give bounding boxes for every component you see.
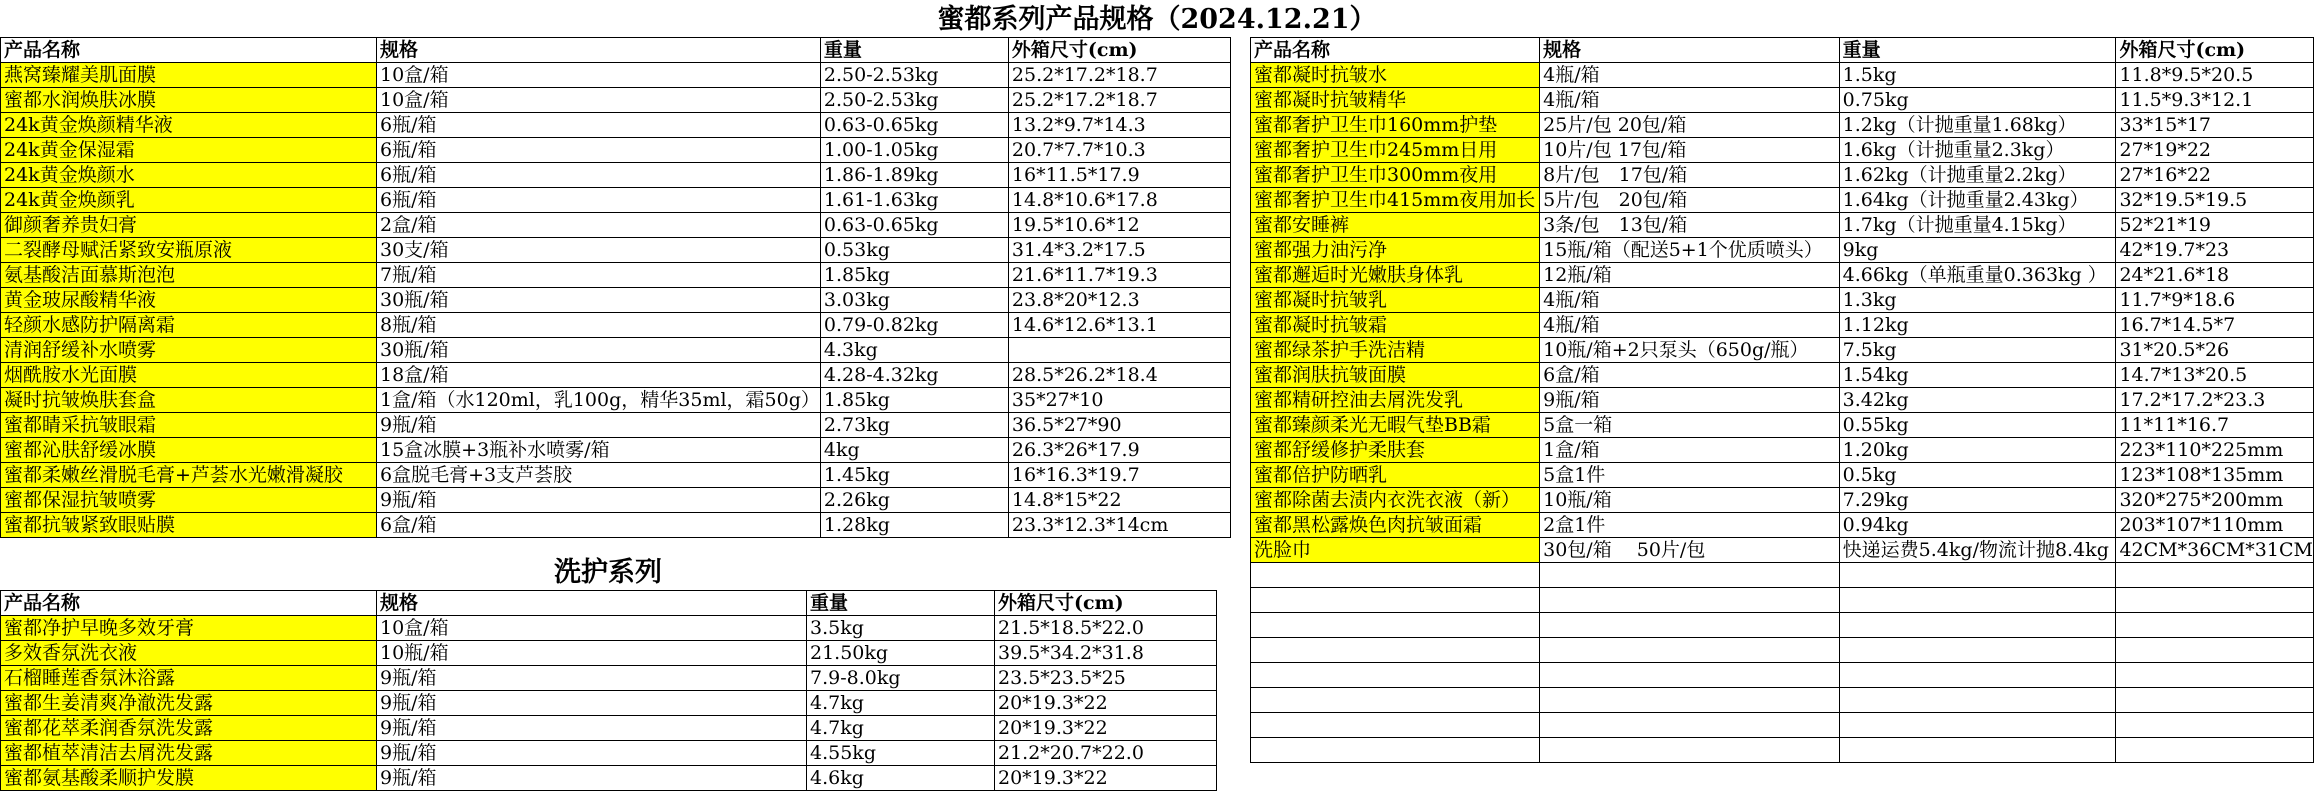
table-cell: 15盒冰膜+3瓶补水喷雾/箱 xyxy=(377,438,821,463)
table-cell: 11.7*9*18.6 xyxy=(2116,288,2314,313)
table-cell: 1.3kg xyxy=(1839,288,2116,313)
table-cell: 223*110*225mm xyxy=(2116,438,2314,463)
table-cell: 3条/包 13包/箱 xyxy=(1540,213,1840,238)
product-name-cell: 蜜都臻颜柔光无暇气垫BB霜 xyxy=(1251,413,1540,438)
table-cell: 4瓶/箱 xyxy=(1540,313,1840,338)
section-title-washcare: 洗护系列 xyxy=(554,557,662,588)
table-cell: 10瓶/箱+2只泵头（650g/瓶） xyxy=(1540,338,1840,363)
table-cell: 1盒/箱 xyxy=(1540,438,1840,463)
product-name-cell: 蜜都植萃清洁去屑洗发露 xyxy=(1,741,377,766)
table-cell: 7.9-8.0kg xyxy=(807,666,995,691)
column-header: 产品名称 xyxy=(1251,38,1540,63)
table-cell: 18盒/箱 xyxy=(377,363,821,388)
right-product-table xyxy=(1250,37,2314,763)
table-cell: 10盒/箱 xyxy=(377,88,821,113)
table-cell: 2.50-2.53kg xyxy=(820,88,1008,113)
table-cell: 1.20kg xyxy=(1839,438,2116,463)
table-row xyxy=(1,363,1231,388)
table-cell: 32*19.5*19.5 xyxy=(2116,188,2314,213)
empty-cell xyxy=(1839,688,2116,713)
table-row xyxy=(1,513,1231,538)
table-cell: 1.54kg xyxy=(1839,363,2116,388)
column-header: 规格 xyxy=(377,591,807,616)
table-cell: 30包/箱 50片/包 xyxy=(1540,538,1840,563)
table-row xyxy=(1,766,1217,791)
table-row xyxy=(1251,63,2314,88)
table-cell: 28.5*26.2*18.4 xyxy=(1008,363,1230,388)
table-row xyxy=(1,88,1231,113)
product-name-cell: 蜜都生姜清爽净澈洗发露 xyxy=(1,691,377,716)
product-name-cell: 蜜都精研控油去屑洗发乳 xyxy=(1251,388,1540,413)
table-cell: 2.50-2.53kg xyxy=(820,63,1008,88)
table-cell: 21.2*20.7*22.0 xyxy=(995,741,1217,766)
table-cell: 4kg xyxy=(820,438,1008,463)
table-cell: 14.8*10.6*17.8 xyxy=(1008,188,1230,213)
table-cell: 52*21*19 xyxy=(2116,213,2314,238)
table-cell: 10瓶/箱 xyxy=(377,641,807,666)
table-cell: 4瓶/箱 xyxy=(1540,63,1840,88)
table-cell: 203*107*110mm xyxy=(2116,513,2314,538)
table-row xyxy=(1251,213,2314,238)
column-header: 规格 xyxy=(377,38,821,63)
table-cell: 31.4*3.2*17.5 xyxy=(1008,238,1230,263)
empty-row xyxy=(1251,563,2314,588)
table-cell: 1.64kg（计抛重量2.43kg） xyxy=(1839,188,2116,213)
table-cell: 31*20.5*26 xyxy=(2116,338,2314,363)
table-cell: 9瓶/箱 xyxy=(377,691,807,716)
product-name-cell: 蜜都保湿抗皱喷雾 xyxy=(1,488,377,513)
table-cell: 0.55kg xyxy=(1839,413,2116,438)
product-name-cell: 蜜都奢护卫生巾160mm护垫 xyxy=(1251,113,1540,138)
table-cell: 25片/包 20包/箱 xyxy=(1540,113,1840,138)
table-cell: 1.45kg xyxy=(820,463,1008,488)
product-name-cell: 蜜都安睡裤 xyxy=(1251,213,1540,238)
table-cell: 33*15*17 xyxy=(2116,113,2314,138)
table-row xyxy=(1,238,1231,263)
table-cell: 30支/箱 xyxy=(377,238,821,263)
column-header: 重量 xyxy=(807,591,995,616)
washcare-product-table xyxy=(0,590,1217,791)
table-cell: 0.79-0.82kg xyxy=(820,313,1008,338)
table-row xyxy=(1251,363,2314,388)
header-row xyxy=(1,591,1217,616)
empty-cell xyxy=(2116,638,2314,663)
table-cell: 14.6*12.6*13.1 xyxy=(1008,313,1230,338)
empty-cell xyxy=(1839,588,2116,613)
table-row xyxy=(1251,238,2314,263)
table-cell: 20*19.3*22 xyxy=(995,716,1217,741)
table-cell: 1.85kg xyxy=(820,263,1008,288)
table-row xyxy=(1,438,1231,463)
empty-cell xyxy=(1839,738,2116,763)
product-name-cell: 24k黄金焕颜乳 xyxy=(1,188,377,213)
table-cell xyxy=(1008,338,1230,363)
empty-cell xyxy=(2116,588,2314,613)
table-row xyxy=(1251,113,2314,138)
table-row xyxy=(1251,338,2314,363)
table-cell: 2盒1件 xyxy=(1540,513,1840,538)
table-cell: 9瓶/箱 xyxy=(377,666,807,691)
table-cell: 27*19*22 xyxy=(2116,138,2314,163)
product-name-cell: 24k黄金焕颜精华液 xyxy=(1,113,377,138)
column-header: 外箱尺寸(cm) xyxy=(1008,38,1230,63)
table-cell: 9瓶/箱 xyxy=(377,741,807,766)
table-cell: 1盒/箱（水120ml，乳100g，精华35ml，霜50g） xyxy=(377,388,821,413)
table-row xyxy=(1,488,1231,513)
table-row xyxy=(1251,88,2314,113)
table-cell: 23.8*20*12.3 xyxy=(1008,288,1230,313)
table-cell: 10瓶/箱 xyxy=(1540,488,1840,513)
table-cell: 4.7kg xyxy=(807,716,995,741)
table-cell: 8片/包 17包/箱 xyxy=(1540,163,1840,188)
table-row xyxy=(1251,388,2314,413)
empty-row xyxy=(1251,663,2314,688)
table-cell: 123*108*135mm xyxy=(2116,463,2314,488)
table-cell: 23.3*12.3*14cm xyxy=(1008,513,1230,538)
table-row xyxy=(1,338,1231,363)
table-cell: 25.2*17.2*18.7 xyxy=(1008,63,1230,88)
table-row xyxy=(1251,138,2314,163)
table-cell: 15瓶/箱（配送5+1个优质喷头） xyxy=(1540,238,1840,263)
product-name-cell: 蜜都氨基酸柔顺护发膜 xyxy=(1,766,377,791)
product-name-cell: 御颜奢养贵妇膏 xyxy=(1,213,377,238)
table-cell: 10盒/箱 xyxy=(377,63,821,88)
product-name-cell: 蜜都倍护防晒乳 xyxy=(1251,463,1540,488)
page-title: 蜜都系列产品规格（2024.12.21） xyxy=(937,4,1377,35)
table-cell: 6瓶/箱 xyxy=(377,113,821,138)
column-header: 产品名称 xyxy=(1,38,377,63)
product-name-cell: 氨基酸洁面慕斯泡泡 xyxy=(1,263,377,288)
empty-cell xyxy=(2116,613,2314,638)
product-name-cell: 蜜都奢护卫生巾245mm日用 xyxy=(1251,138,1540,163)
table-row xyxy=(1,691,1217,716)
product-name-cell: 24k黄金焕颜水 xyxy=(1,163,377,188)
table-cell: 4.28-4.32kg xyxy=(820,363,1008,388)
product-name-cell: 石榴睡莲香氛沐浴露 xyxy=(1,666,377,691)
table-cell: 17.2*17.2*23.3 xyxy=(2116,388,2314,413)
product-name-cell: 洗脸巾 xyxy=(1251,538,1540,563)
table-row xyxy=(1251,513,2314,538)
table-cell: 13.2*9.7*14.3 xyxy=(1008,113,1230,138)
table-cell: 1.28kg xyxy=(820,513,1008,538)
product-name-cell: 蜜都奢护卫生巾415mm夜用加长 xyxy=(1251,188,1540,213)
table-row xyxy=(1251,313,2314,338)
product-name-cell: 蜜都舒缓修护柔肤套 xyxy=(1251,438,1540,463)
table-cell: 9瓶/箱 xyxy=(377,413,821,438)
table-cell: 1.7kg（计抛重量4.15kg） xyxy=(1839,213,2116,238)
table-cell: 21.50kg xyxy=(807,641,995,666)
table-cell: 9kg xyxy=(1839,238,2116,263)
empty-cell xyxy=(1839,563,2116,588)
product-name-cell: 24k黄金保湿霜 xyxy=(1,138,377,163)
table-row xyxy=(1,288,1231,313)
product-name-cell: 蜜都邂逅时光嫩肤身体乳 xyxy=(1251,263,1540,288)
table-cell: 20*19.3*22 xyxy=(995,766,1217,791)
product-name-cell: 烟酰胺水光面膜 xyxy=(1,363,377,388)
table-cell: 1.2kg（计抛重量1.68kg） xyxy=(1839,113,2116,138)
table-cell: 6瓶/箱 xyxy=(377,138,821,163)
table-cell: 10盒/箱 xyxy=(377,616,807,641)
table-cell: 0.5kg xyxy=(1839,463,2116,488)
table-row xyxy=(1,113,1231,138)
table-row xyxy=(1,388,1231,413)
table-cell: 5盒1件 xyxy=(1540,463,1840,488)
header-row xyxy=(1,38,1231,63)
table-row xyxy=(1,413,1231,438)
product-name-cell: 蜜都柔嫩丝滑脱毛膏+芦荟水光嫩滑凝胶 xyxy=(1,463,377,488)
empty-cell xyxy=(1540,738,1840,763)
table-cell: 1.6kg（计抛重量2.3kg） xyxy=(1839,138,2116,163)
empty-row xyxy=(1251,713,2314,738)
empty-cell xyxy=(1839,638,2116,663)
table-cell: 0.53kg xyxy=(820,238,1008,263)
table-row xyxy=(1251,413,2314,438)
table-cell: 30瓶/箱 xyxy=(377,288,821,313)
table-cell: 0.63-0.65kg xyxy=(820,113,1008,138)
column-header: 产品名称 xyxy=(1,591,377,616)
table-cell: 2盒/箱 xyxy=(377,213,821,238)
table-cell: 9瓶/箱 xyxy=(377,716,807,741)
table-cell: 1.62kg（计抛重量2.2kg） xyxy=(1839,163,2116,188)
table-cell: 2.73kg xyxy=(820,413,1008,438)
table-cell: 1.5kg xyxy=(1839,63,2116,88)
table-cell: 5片/包 20包/箱 xyxy=(1540,188,1840,213)
table-cell: 27*16*22 xyxy=(2116,163,2314,188)
empty-cell xyxy=(1540,563,1840,588)
table-row xyxy=(1,138,1231,163)
table-cell: 20*19.3*22 xyxy=(995,691,1217,716)
table-cell: 快递运费5.4kg/物流计抛8.4kg xyxy=(1839,538,2116,563)
product-name-cell: 蜜都抗皱紧致眼贴膜 xyxy=(1,513,377,538)
table-row xyxy=(1251,538,2314,563)
product-name-cell: 清润舒缓补水喷雾 xyxy=(1,338,377,363)
table-cell: 3.03kg xyxy=(820,288,1008,313)
empty-cell xyxy=(1540,663,1840,688)
table-row xyxy=(1,313,1231,338)
empty-cell xyxy=(1251,663,1540,688)
table-row xyxy=(1,616,1217,641)
table-cell: 1.00-1.05kg xyxy=(820,138,1008,163)
product-name-cell: 凝时抗皱焕肤套盒 xyxy=(1,388,377,413)
table-cell: 42CM*36CM*31CM xyxy=(2116,538,2314,563)
table-cell: 14.8*15*22 xyxy=(1008,488,1230,513)
product-name-cell: 蜜都凝时抗皱霜 xyxy=(1251,313,1540,338)
table-row xyxy=(1,63,1231,88)
table-cell: 3.42kg xyxy=(1839,388,2116,413)
column-header: 重量 xyxy=(820,38,1008,63)
table-cell: 11*11*16.7 xyxy=(2116,413,2314,438)
table-cell: 21.6*11.7*19.3 xyxy=(1008,263,1230,288)
table-cell: 6盒/箱 xyxy=(1540,363,1840,388)
empty-cell xyxy=(1540,638,1840,663)
column-header: 外箱尺寸(cm) xyxy=(2116,38,2314,63)
table-cell: 320*275*200mm xyxy=(2116,488,2314,513)
table-cell: 0.63-0.65kg xyxy=(820,213,1008,238)
table-row xyxy=(1251,163,2314,188)
table-cell: 6瓶/箱 xyxy=(377,163,821,188)
product-name-cell: 黄金玻尿酸精华液 xyxy=(1,288,377,313)
table-row xyxy=(1251,188,2314,213)
header-row xyxy=(1251,38,2314,63)
table-row xyxy=(1,666,1217,691)
table-row xyxy=(1,741,1217,766)
table-cell: 5盒一箱 xyxy=(1540,413,1840,438)
table-cell: 4.66kg（单瓶重量0.363kg ） xyxy=(1839,263,2116,288)
product-name-cell: 蜜都凝时抗皱精华 xyxy=(1251,88,1540,113)
column-header: 规格 xyxy=(1540,38,1840,63)
product-name-cell: 蜜都凝时抗皱水 xyxy=(1251,63,1540,88)
table-cell: 9瓶/箱 xyxy=(377,488,821,513)
table-cell: 3.5kg xyxy=(807,616,995,641)
product-name-cell: 轻颜水感防护隔离霜 xyxy=(1,313,377,338)
empty-cell xyxy=(1251,713,1540,738)
empty-row xyxy=(1251,588,2314,613)
empty-row xyxy=(1251,738,2314,763)
product-name-cell: 蜜都绿茶护手洗洁精 xyxy=(1251,338,1540,363)
empty-cell xyxy=(2116,713,2314,738)
table-row xyxy=(1,263,1231,288)
table-cell: 4.55kg xyxy=(807,741,995,766)
left-product-table xyxy=(0,37,1231,538)
table-cell: 9瓶/箱 xyxy=(377,766,807,791)
table-cell: 19.5*10.6*12 xyxy=(1008,213,1230,238)
table-cell: 7.29kg xyxy=(1839,488,2116,513)
product-name-cell: 蜜都沁肤舒缓冰膜 xyxy=(1,438,377,463)
table-cell: 0.94kg xyxy=(1839,513,2116,538)
table-row xyxy=(1251,488,2314,513)
table-row xyxy=(1251,438,2314,463)
table-cell: 25.2*17.2*18.7 xyxy=(1008,88,1230,113)
empty-cell xyxy=(1540,713,1840,738)
table-cell: 7.5kg xyxy=(1839,338,2116,363)
product-name-cell: 多效香氛洗衣液 xyxy=(1,641,377,666)
table-cell: 21.5*18.5*22.0 xyxy=(995,616,1217,641)
product-name-cell: 蜜都净护早晚多效牙膏 xyxy=(1,616,377,641)
product-name-cell: 蜜都除菌去渍内衣洗衣液（新） xyxy=(1251,488,1540,513)
table-cell: 0.75kg xyxy=(1839,88,2116,113)
product-name-cell: 蜜都凝时抗皱乳 xyxy=(1251,288,1540,313)
empty-cell xyxy=(1540,688,1840,713)
table-cell: 11.5*9.3*12.1 xyxy=(2116,88,2314,113)
empty-cell xyxy=(2116,738,2314,763)
empty-cell xyxy=(2116,563,2314,588)
table-cell: 9瓶/箱 xyxy=(1540,388,1840,413)
table-cell: 1.86-1.89kg xyxy=(820,163,1008,188)
table-cell: 4瓶/箱 xyxy=(1540,288,1840,313)
empty-row xyxy=(1251,638,2314,663)
table-cell: 14.7*13*20.5 xyxy=(2116,363,2314,388)
table-row xyxy=(1,716,1217,741)
empty-cell xyxy=(1540,588,1840,613)
empty-cell xyxy=(1251,688,1540,713)
column-header: 重量 xyxy=(1839,38,2116,63)
empty-cell xyxy=(1251,588,1540,613)
empty-cell xyxy=(2116,688,2314,713)
empty-row xyxy=(1251,613,2314,638)
table-row xyxy=(1,213,1231,238)
empty-cell xyxy=(1839,663,2116,688)
product-name-cell: 燕窝臻耀美肌面膜 xyxy=(1,63,377,88)
table-cell: 6盒脱毛膏+3支芦荟胶 xyxy=(377,463,821,488)
table-cell: 16*16.3*19.7 xyxy=(1008,463,1230,488)
table-row xyxy=(1,641,1217,666)
table-cell: 6瓶/箱 xyxy=(377,188,821,213)
table-cell: 1.61-1.63kg xyxy=(820,188,1008,213)
table-cell: 16.7*14.5*7 xyxy=(2116,313,2314,338)
table-row xyxy=(1,163,1231,188)
table-cell: 24*21.6*18 xyxy=(2116,263,2314,288)
table-row xyxy=(1251,288,2314,313)
product-name-cell: 蜜都黑松露焕色肉抗皱面霜 xyxy=(1251,513,1540,538)
table-cell: 35*27*10 xyxy=(1008,388,1230,413)
table-cell: 8瓶/箱 xyxy=(377,313,821,338)
table-cell: 7瓶/箱 xyxy=(377,263,821,288)
empty-cell xyxy=(1839,713,2116,738)
table-cell: 10片/包 17包/箱 xyxy=(1540,138,1840,163)
table-row xyxy=(1251,263,2314,288)
table-cell: 4.3kg xyxy=(820,338,1008,363)
table-cell: 42*19.7*23 xyxy=(2116,238,2314,263)
empty-cell xyxy=(1251,738,1540,763)
table-cell: 30瓶/箱 xyxy=(377,338,821,363)
table-cell: 4瓶/箱 xyxy=(1540,88,1840,113)
column-header: 外箱尺寸(cm) xyxy=(995,591,1217,616)
table-cell: 1.12kg xyxy=(1839,313,2116,338)
table-row xyxy=(1251,463,2314,488)
table-cell: 20.7*7.7*10.3 xyxy=(1008,138,1230,163)
table-cell: 26.3*26*17.9 xyxy=(1008,438,1230,463)
table-cell: 16*11.5*17.9 xyxy=(1008,163,1230,188)
table-cell: 4.7kg xyxy=(807,691,995,716)
table-cell: 12瓶/箱 xyxy=(1540,263,1840,288)
product-name-cell: 蜜都睛采抗皱眼霜 xyxy=(1,413,377,438)
product-name-cell: 二裂酵母赋活紧致安瓶原液 xyxy=(1,238,377,263)
product-name-cell: 蜜都强力油污净 xyxy=(1251,238,1540,263)
empty-cell xyxy=(1540,613,1840,638)
product-name-cell: 蜜都水润焕肤冰膜 xyxy=(1,88,377,113)
table-cell: 6盒/箱 xyxy=(377,513,821,538)
table-cell: 36.5*27*90 xyxy=(1008,413,1230,438)
empty-cell xyxy=(1251,613,1540,638)
table-cell: 11.8*9.5*20.5 xyxy=(2116,63,2314,88)
empty-cell xyxy=(2116,663,2314,688)
table-cell: 39.5*34.2*31.8 xyxy=(995,641,1217,666)
empty-cell xyxy=(1251,563,1540,588)
product-name-cell: 蜜都润肤抗皱面膜 xyxy=(1251,363,1540,388)
table-row xyxy=(1,188,1231,213)
table-row xyxy=(1,463,1231,488)
table-cell: 4.6kg xyxy=(807,766,995,791)
empty-cell xyxy=(1839,613,2116,638)
product-name-cell: 蜜都花萃柔润香氛洗发露 xyxy=(1,716,377,741)
table-cell: 1.85kg xyxy=(820,388,1008,413)
empty-row xyxy=(1251,688,2314,713)
product-name-cell: 蜜都奢护卫生巾300mm夜用 xyxy=(1251,163,1540,188)
table-cell: 23.5*23.5*25 xyxy=(995,666,1217,691)
empty-cell xyxy=(1251,638,1540,663)
table-cell: 2.26kg xyxy=(820,488,1008,513)
